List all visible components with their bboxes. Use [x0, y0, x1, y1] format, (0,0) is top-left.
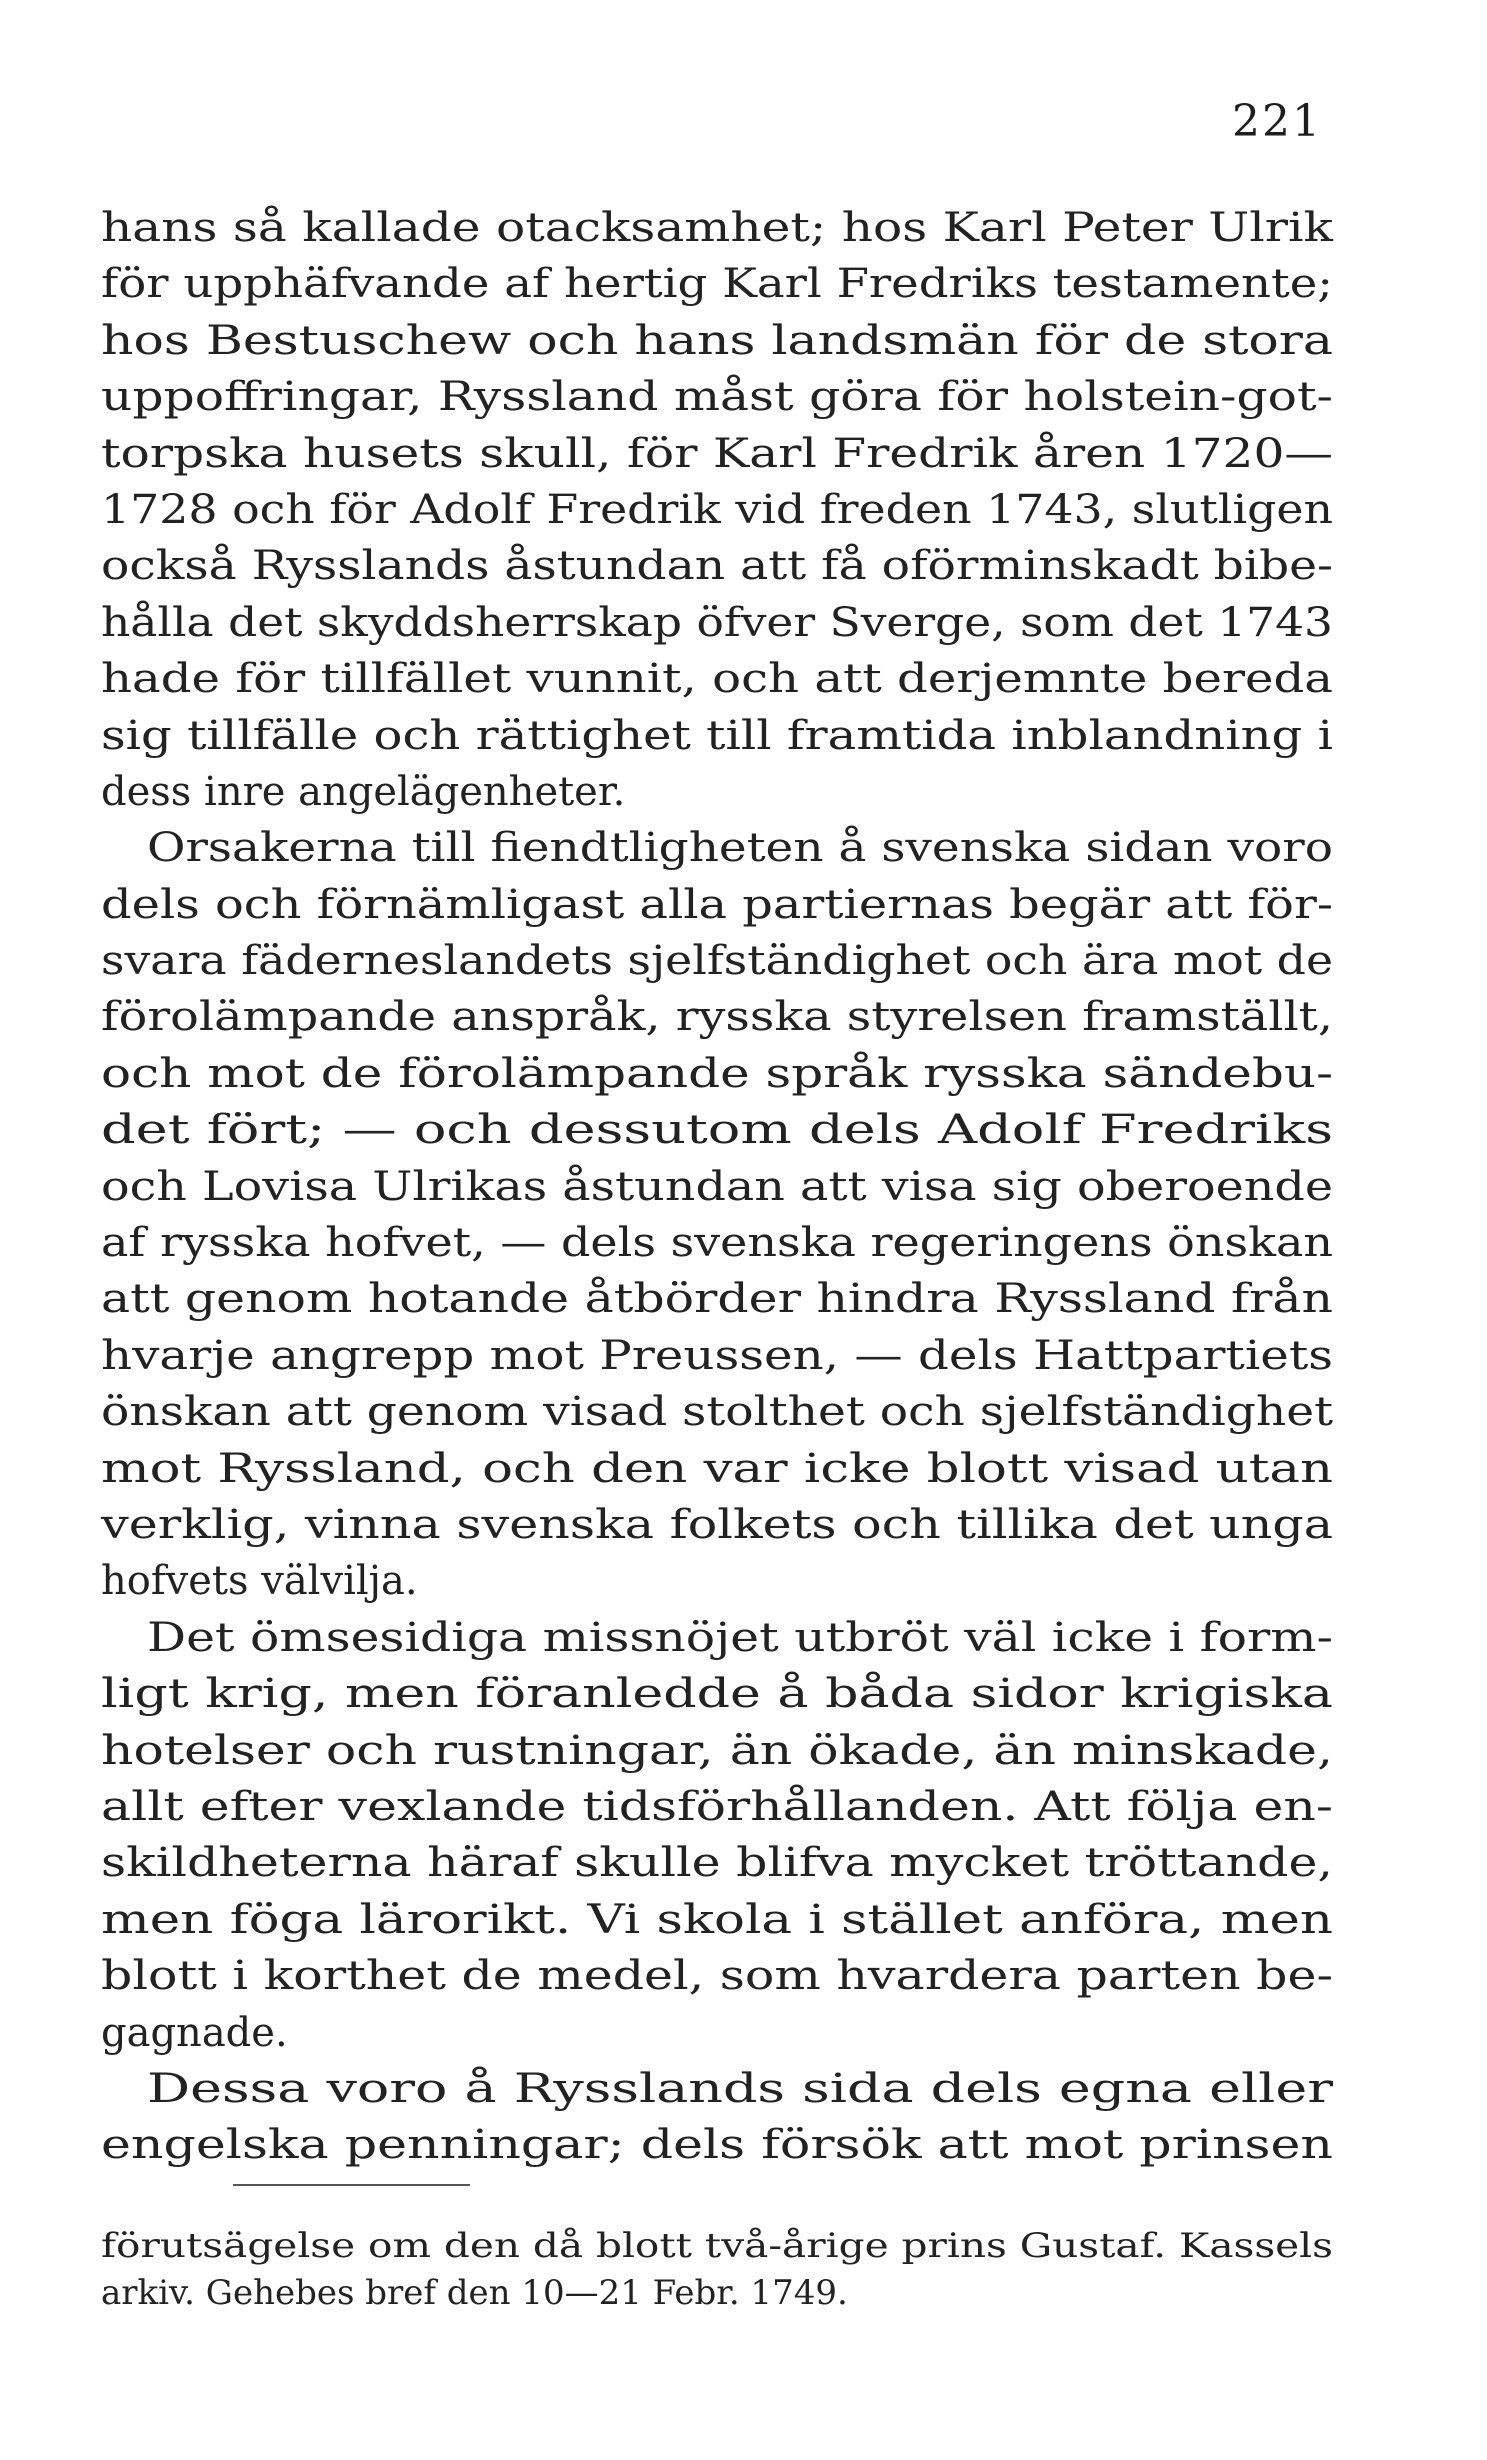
text-line: hvarje angrepp mot Preussen, — dels Hattpartiets — [101, 1332, 1333, 1379]
text-line: dess inre angelägenheter. — [101, 768, 626, 815]
text-line: hos Bestuschew och hans landsmän för de stora — [101, 317, 1333, 364]
text-line: hofvets välvilja. — [101, 1558, 418, 1605]
text-line: hotelser och rustningar, än ökade, än minskade, — [101, 1727, 1333, 1774]
text-line: hade för tillfället vunnit, och att derjemnte bereda — [101, 656, 1333, 703]
text-line: dels och förnämligast alla partiernas begär att för- — [101, 881, 1333, 928]
text-line: svara fäderneslandets sjelfständighet och ära mot de — [101, 938, 1333, 985]
footnote — [101, 2223, 1333, 2317]
text-line: verklig, vinna svenska folkets och tillika det unga — [101, 1501, 1333, 1548]
footnote-line: förutsägelse om den då blott två-årige prins Gustaf. Kassels — [101, 2226, 1333, 2266]
text-line: torpska husets skull, för Karl Fredrik åren 1720— — [101, 430, 1333, 477]
text-line: af rysska hofvet, — dels svenska regeringens önskan — [101, 1220, 1333, 1267]
text-line: Dessa voro å Rysslands sida dels egna eller — [147, 2065, 1333, 2112]
text-line: skildheterna häraf skulle blifva mycket tröttande, — [101, 1840, 1333, 1887]
footnote-rule — [233, 2184, 470, 2186]
page-number: 221 — [1232, 96, 1322, 147]
text-line: Orsakerna till fiendtligheten å svenska sidan voro — [147, 825, 1333, 872]
text-line: önskan att genom visad stolthet och sjelfständighet — [101, 1389, 1333, 1436]
body-text — [101, 200, 1333, 2174]
text-line: allt efter vexlande tidsförhållanden. Att följa en- — [101, 1783, 1333, 1830]
text-line: också Rysslands åstundan att få oförminskadt bibe- — [101, 543, 1333, 590]
text-line: 1728 och för Adolf Fredrik vid freden 1743, slutligen — [101, 486, 1333, 533]
text-line: uppoffringar, Ryssland måst göra för holstein-got- — [101, 374, 1333, 421]
text-line: det fört; — och dessutom dels Adolf Fredriks — [101, 1107, 1333, 1154]
text-line: och Lovisa Ulrikas åstundan att visa sig oberoende — [101, 1163, 1333, 1210]
text-line: för upphäfvande af hertig Karl Fredriks testamente; — [101, 261, 1333, 308]
text-line: och mot de förolämpande språk rysska sändebu- — [101, 1050, 1333, 1097]
text-line: hålla det skyddsherrskap öfver Sverge, som det 1743 — [101, 599, 1333, 646]
text-line: förolämpande anspråk, rysska styrelsen framställt, — [101, 994, 1333, 1041]
text-line: engelska penningar; dels försök att mot prinsen — [101, 2122, 1333, 2169]
text-line: men föga lärorikt. Vi skola i stället anföra, men — [101, 1896, 1333, 1943]
text-line: ligt krig, men föranledde å båda sidor krigiska — [101, 1671, 1333, 1718]
text-line: Det ömsesidiga missnöjet utbröt väl icke i form- — [147, 1614, 1333, 1661]
text-line: gagnade. — [101, 2009, 288, 2056]
text-line: sig tillfälle och rättighet till framtida inblandning i — [101, 712, 1333, 759]
footnote-line: arkiv. Gehebes bref den 10—21 Febr. 1749. — [101, 2273, 848, 2313]
text-line: att genom hotande åtbörder hindra Ryssland från — [101, 1276, 1333, 1323]
text-line: mot Ryssland, och den var icke blott visad utan — [101, 1445, 1333, 1492]
text-line: blott i korthet de medel, som hvardera parten be- — [101, 1953, 1333, 2000]
text-line: hans så kallade otacksamhet; hos Karl Peter Ulrik — [101, 205, 1333, 251]
